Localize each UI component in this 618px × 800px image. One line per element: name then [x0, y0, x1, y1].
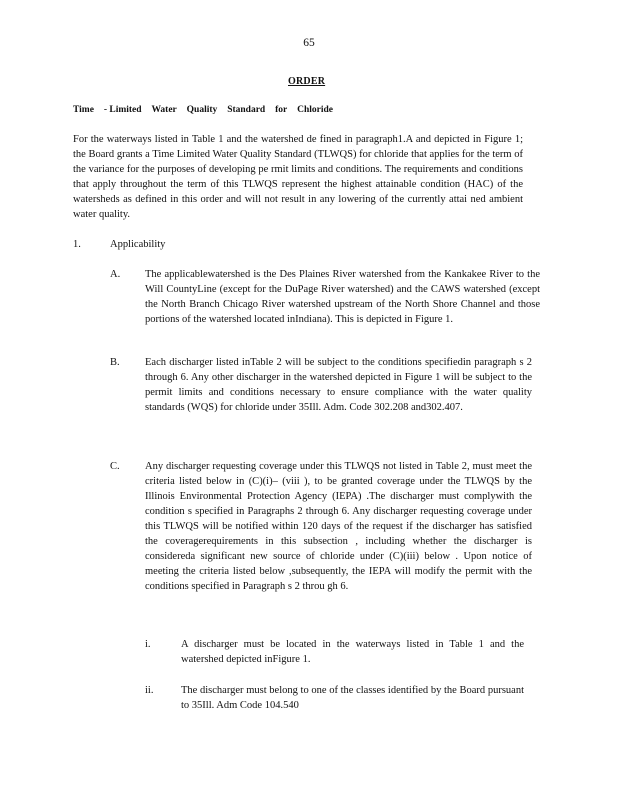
item-text: Any discharger requesting coverage under this TLWQS not listed in Table 2, must meet the criteria listed below in (C)(i)– (viii ), to be granted coverage under the TLWQS by the Illinois Environmental Protection Agency (IEPA) .The discharger must complywith the condition s specified in Paragraphs 2 through 6. Any discharger requesting coverage under this TLWQS will be notified within 120 days of the request if the discharger has satisfied the coveragerequirements in this subsection , including whether the discharger is considereda significant new source of chloride under (C)(iii) below . Upon notice of meeting the criteria listed below ,subsequently, the IEPA will modify the permit with the conditions specified in Paragraph s 2 throu gh 6. [145, 461, 532, 592]
subtitle-word: Quality [186, 105, 218, 115]
item-label: C. [110, 461, 120, 472]
subitem-text: A discharger must be located in the waterways listed in Table 1 and the watershed depicted inFigure 1. [181, 639, 524, 665]
section-title: Applicability [110, 239, 166, 250]
page-number: 65 [303, 37, 315, 49]
item-text: The applicablewatershed is the Des Plaines River watershed from the Kankakee River to the Will CountyLine (except for the DuPage River watershed) and the CAWS watershed (except the North Branch Chicago River watershed upstream of the North Shore Channel and those portions of the watershed located inIndiana). This is depicted in Figure 1. [145, 269, 540, 325]
subitem-label: i. [145, 639, 151, 650]
subtitle-word: Standard [227, 105, 266, 115]
item-label: B. [110, 357, 120, 368]
order-heading: ORDER [288, 76, 326, 87]
section-number: 1. [73, 239, 81, 250]
intro-paragraph: For the waterways listed in Table 1 and the watershed de fined in paragraph1.A and depicted in Figure 1; the Board grants a Time Limited Water Quality Standard (TLWQS) for chloride that applies for the term of the variance for the purposes of developing pe rmit limits and conditions. The requirements and conditions that apply throughout the term of this TLWQS represent the highest attainable condition (HAC) of the watersheds as defined in this order and will not result in any lowering of the currently attai ned ambient water quality. [73, 134, 523, 220]
subitem-label: ii. [145, 685, 154, 696]
subitem-text: The discharger must belong to one of the classes identified by the Board pursuant to 35Ill. Adm Code 104.540 [181, 685, 524, 711]
item-text: Each discharger listed inTable 2 will be subject to the conditions specifiedin paragraph s 2 through 6. Any other discharger in the watershed depicted in Figure 1 will be subject to the permit limits and conditions necessary to ensure compliance with the water quality standards (WQS) for chloride under 35Ill. Adm. Code 302.208 and302.407. [145, 357, 532, 413]
subtitle-word: - Limited [103, 105, 142, 115]
document-subtitle [73, 103, 333, 118]
item-label: A. [110, 269, 121, 280]
subtitle-word: Time [73, 105, 94, 115]
subtitle-word: for [275, 105, 288, 115]
subtitle-word: Chloride [297, 105, 334, 115]
subtitle-word: Water [151, 105, 177, 115]
